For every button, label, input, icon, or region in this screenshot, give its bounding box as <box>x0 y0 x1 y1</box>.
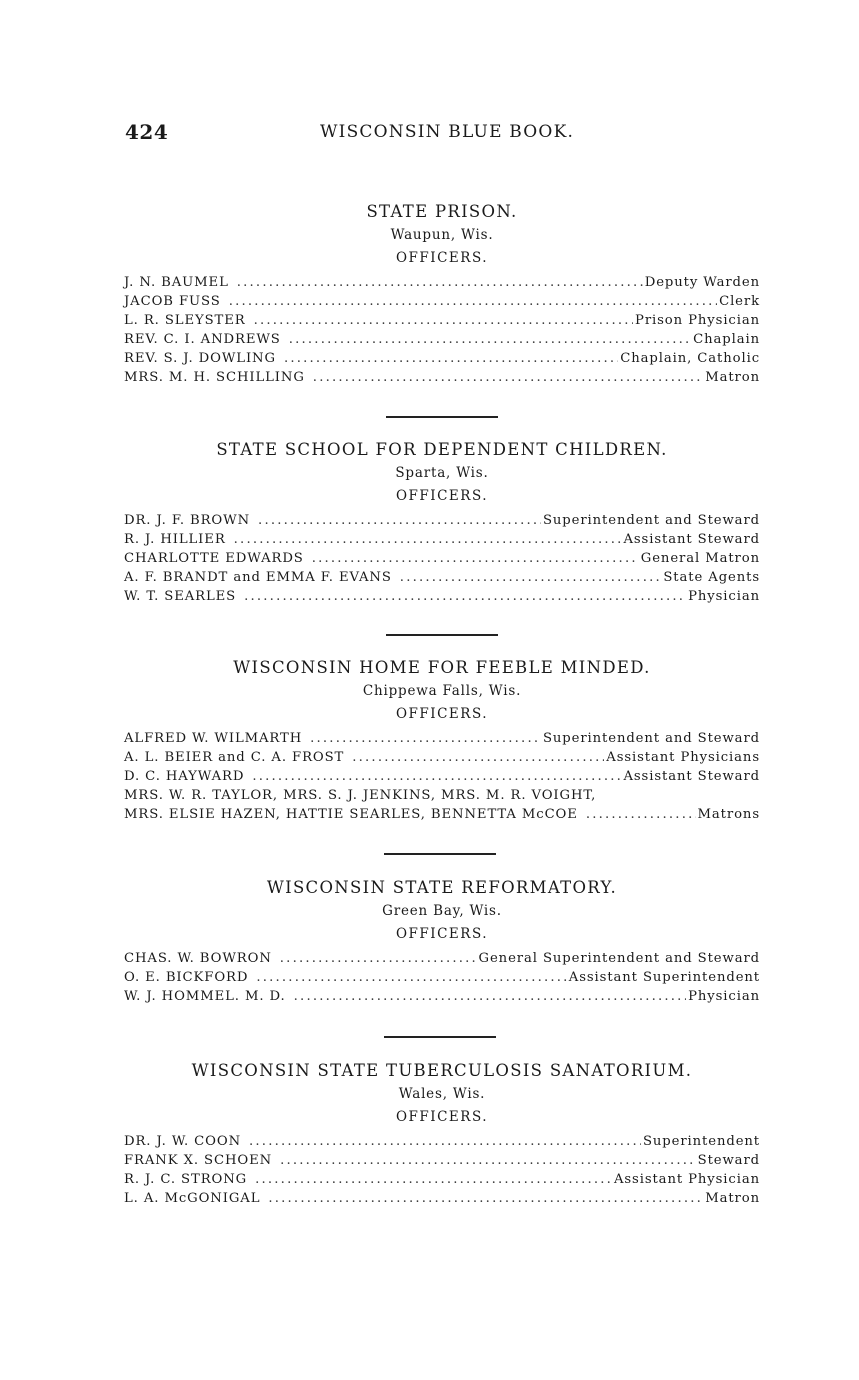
officer-role: Clerk <box>719 294 760 309</box>
officer-row <box>124 1151 760 1170</box>
leader-dots <box>289 330 691 349</box>
leader-dots <box>284 349 618 368</box>
officer-row <box>124 330 760 349</box>
section-divider <box>384 1036 496 1038</box>
officer-row <box>124 568 760 587</box>
officer-role: Matrons <box>697 807 760 822</box>
page-number: 424 <box>125 120 169 144</box>
leader-dots <box>312 549 639 568</box>
officer-row <box>124 729 760 748</box>
officer-row <box>124 968 760 987</box>
officer-name: W. T. SEARLES <box>124 589 237 604</box>
officer-role: Physician <box>688 989 760 1004</box>
officer-row <box>124 511 760 530</box>
officer-name: CHAS. W. BOWRON <box>124 951 272 966</box>
leader-dots <box>586 805 696 824</box>
section-place: Wales, Wis. <box>398 1086 486 1102</box>
officer-role: Chaplain, Catholic <box>620 351 760 366</box>
officer-role: Deputy Warden <box>644 275 760 290</box>
officers-heading: OFFICERS. <box>395 926 489 942</box>
officer-role: State Agents <box>663 570 760 585</box>
leader-dots <box>280 1151 696 1170</box>
section-title: WISCONSIN HOME FOR FEEBLE MINDED. <box>233 658 651 677</box>
officers-heading: OFFICERS. <box>395 1109 489 1125</box>
section-title: STATE SCHOOL FOR DEPENDENT CHILDREN. <box>216 440 668 459</box>
officer-role: Assistant Physician <box>613 1172 760 1187</box>
officer-name: MRS. ELSIE HAZEN, HATTIE SEARLES, BENNETTA McCOE <box>124 807 578 822</box>
officer-name: MRS. W. R. TAYLOR, MRS. S. J. JENKINS, MRS. M. R. VOIGHT, <box>124 788 597 803</box>
officer-name: D. C. HAYWARD <box>124 769 245 784</box>
officer-name: L. A. McGONIGAL <box>124 1191 261 1206</box>
officer-row <box>124 273 760 292</box>
leader-dots <box>280 949 477 968</box>
section-divider <box>386 634 498 636</box>
leader-dots <box>310 729 541 748</box>
section-place: Waupun, Wis. <box>390 227 494 243</box>
section-state-school <box>124 438 760 606</box>
section-divider <box>386 416 498 418</box>
officer-name: REV. C. I. ANDREWS <box>124 332 281 347</box>
officers-heading: OFFICERS. <box>395 488 489 504</box>
leader-dots <box>258 511 541 530</box>
leader-dots <box>400 568 662 587</box>
leader-dots <box>255 1170 612 1189</box>
officer-name: A. L. BEIER and C. A. FROST <box>124 750 345 765</box>
officer-name: A. F. BRANDT and EMMA F. EVANS <box>124 570 392 585</box>
officer-role: Assistant Steward <box>623 769 760 784</box>
officer-name: REV. S. J. DOWLING <box>124 351 276 366</box>
officer-row <box>124 1189 760 1208</box>
officer-name: MRS. M. H. SCHILLING <box>124 370 305 385</box>
officer-role: Steward <box>697 1153 760 1168</box>
leader-dots <box>237 273 643 292</box>
leader-dots <box>249 1132 641 1151</box>
leader-dots <box>234 530 622 549</box>
officer-name: JACOB FUSS <box>124 294 221 309</box>
officer-name: J. N. BAUMEL <box>124 275 229 290</box>
officer-name: DR. J. F. BROWN <box>124 513 251 528</box>
officer-row <box>124 292 760 311</box>
section-title: WISCONSIN STATE REFORMATORY. <box>266 878 618 897</box>
officer-role: Prison Physician <box>635 313 760 328</box>
leader-dots <box>252 767 621 786</box>
officers-heading: OFFICERS. <box>395 706 489 722</box>
officer-row <box>124 349 760 368</box>
leader-dots <box>256 968 566 987</box>
officer-role: Assistant Steward <box>623 532 760 547</box>
officer-name: FRANK X. SCHOEN <box>124 1153 273 1168</box>
officer-row <box>124 311 760 330</box>
section-place: Chippewa Falls, Wis. <box>362 683 522 699</box>
officer-role: General Matron <box>640 551 760 566</box>
leader-dots <box>244 587 686 606</box>
officer-role: Superintendent and Steward <box>542 513 760 528</box>
leader-dots <box>229 292 717 311</box>
officer-row <box>124 805 760 824</box>
officer-name: W. J. HOMMEL. M. D. <box>124 989 286 1004</box>
section-title: STATE PRISON. <box>366 202 518 221</box>
section-divider <box>384 853 496 855</box>
officer-name: ALFRED W. WILMARTH <box>124 731 303 746</box>
officer-name: CHARLOTTE EDWARDS <box>124 551 304 566</box>
officer-name: O. E. BICKFORD <box>124 970 249 985</box>
officer-row <box>124 530 760 549</box>
section-place: Sparta, Wis. <box>395 465 489 481</box>
running-title: WISCONSIN BLUE BOOK. <box>320 122 575 142</box>
officer-row <box>124 748 760 767</box>
leader-dots <box>294 987 686 1006</box>
officer-name: R. J. HILLIER <box>124 532 226 547</box>
officer-role: Matron <box>705 1191 760 1206</box>
officer-role: Assistant Physicians <box>606 750 760 765</box>
leader-dots <box>352 748 604 767</box>
officer-name: L. R. SLEYSTER <box>124 313 246 328</box>
officer-row <box>124 786 760 805</box>
leader-dots <box>254 311 633 330</box>
officer-name: DR. J. W. COON <box>124 1134 242 1149</box>
officer-row <box>124 1170 760 1189</box>
officer-row <box>124 368 760 387</box>
section-state-prison <box>124 200 760 387</box>
section-tuberculosis-sanatorium <box>124 1059 760 1208</box>
officer-row <box>124 949 760 968</box>
page-header <box>125 120 765 150</box>
officer-row <box>124 767 760 786</box>
section-place: Green Bay, Wis. <box>382 903 502 919</box>
officer-row <box>124 1132 760 1151</box>
officer-role: Superintendent <box>642 1134 760 1149</box>
officer-role: Superintendent and Steward <box>542 731 760 746</box>
officers-heading: OFFICERS. <box>395 250 489 266</box>
officer-role: Matron <box>705 370 760 385</box>
section-home-feeble-minded <box>124 656 760 824</box>
officer-row <box>124 987 760 1006</box>
officer-role: General Superintendent and Steward <box>478 951 760 966</box>
officer-role: Physician <box>688 589 760 604</box>
leader-dots <box>268 1189 703 1208</box>
officer-row <box>124 549 760 568</box>
section-state-reformatory <box>124 876 760 1006</box>
officer-role: Chaplain <box>693 332 760 347</box>
section-title: WISCONSIN STATE TUBERCULOSIS SANATORIUM. <box>191 1061 693 1080</box>
officer-row <box>124 587 760 606</box>
officer-role: Assistant Superintendent <box>568 970 760 985</box>
leader-dots <box>313 368 703 387</box>
officer-name: R. J. C. STRONG <box>124 1172 248 1187</box>
